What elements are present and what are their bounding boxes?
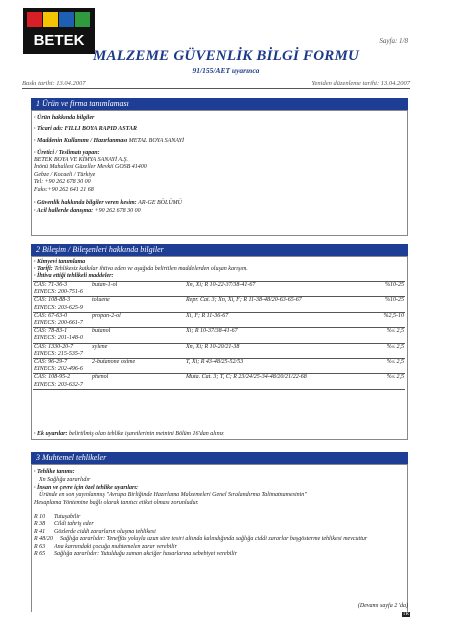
composition-row-einecs <box>33 320 405 328</box>
einecs-number: EINECS: 200-661-7 <box>34 320 83 327</box>
r-phrase-text: Ana karnındaki çocuğa muhtemelen zarar verebilir <box>54 543 177 550</box>
substance-name: phenol <box>91 374 185 382</box>
substance-name: toluene <box>91 297 185 305</box>
section1-header: 1 Ürün ve firma tanımlaması <box>31 98 408 110</box>
cas-number: CAS: 1330-20-7 <box>33 343 91 351</box>
composition-row <box>33 328 405 336</box>
substance-name: xylene <box>91 343 185 351</box>
concentration: %10-25 <box>360 297 405 305</box>
safety-info-label: · Güvenlik hakkında bilgiler veren kesim: <box>34 200 137 206</box>
einecs-number: EINECS: 203-632-7 <box>33 382 91 390</box>
substance-name: butan-1-ol <box>91 282 185 290</box>
r-phrase-code: R 63 <box>34 543 46 550</box>
einecs-number: EINECS: 201-148-0 <box>34 335 83 342</box>
producer-line: Tel: +90 262 678 30 00 <box>34 179 91 185</box>
emergency-value: +90 262 678 30 00 <box>94 208 141 214</box>
logo-square-red <box>27 12 42 27</box>
extra-notes-value: belirtilmiş olan tehlike işaretlerinin metnini Bölüm 16'dan alınız <box>69 431 224 437</box>
einecs-number: EINECS: 215-535-7 <box>34 350 83 357</box>
continued-note: (Devamı sayfa 2 'da) <box>357 603 408 609</box>
special-warnings-label: · İnsan ve çevre için özel tehlike uyarıları: <box>34 485 138 491</box>
r-phrase-code: R 48/20 <box>34 536 53 543</box>
section2-header: 2 Bileşim / Bileşenleri hakkında bilgiler <box>31 244 408 256</box>
r-phrase-row <box>34 514 402 521</box>
logo-text: BETEK <box>33 32 85 49</box>
cas-number: CAS: 71-36-3 <box>33 282 91 290</box>
safety-info-value: AR-GE BÖLÜMÜ <box>138 200 182 206</box>
hazardous-substances-label: · İhtiva ettiği tehlikeli maddeler: <box>34 273 114 279</box>
usage-label: · Maddenin Kullanımı / Hazırlanması <box>34 138 128 144</box>
extra-notes-label: · Ek uyarılar: <box>34 431 68 437</box>
cas-number: CAS: 78-83-1 <box>33 328 91 336</box>
composition-row <box>33 282 405 290</box>
einecs-spacer <box>91 305 405 313</box>
trade-name-value: FILLI BOYA RAPID ASTAR <box>64 126 137 132</box>
substance-name: butanol <box>91 328 185 336</box>
safety-info-row <box>34 200 182 207</box>
hazard-definition-value: Xn Sağlığa zararlıdır <box>39 477 91 483</box>
trade-name-row <box>34 126 137 133</box>
hazard-definition-label: · Tehlike tanımı: <box>34 469 75 475</box>
hazard-classification: Repr. Cat. 3; Xn, Xi, F; R 11-38-48/20-63-65-67 <box>185 297 360 305</box>
cas-number: CAS: 108-95-2 <box>33 374 91 382</box>
composition-table <box>33 281 405 390</box>
cas-number: CAS: 67-63-0 <box>33 312 91 320</box>
r-phrase-text: Sağlığa zararlıdır: Teneffüs yoluyla uzun süre tesiri altında kalındığında sağlığa ciddi zararlar başgösterme tehlikesi mevcuttur <box>60 536 368 543</box>
cas-number: CAS: 96-29-7 <box>33 359 91 367</box>
composition-row <box>33 297 405 305</box>
emergency-row <box>34 208 141 215</box>
composition-row-einecs <box>33 382 405 390</box>
einecs-spacer <box>91 289 405 297</box>
description-value: Tehlikesiz katkılar ihtiva eden ve aşağıda belirtilen maddelerden oluşan karışım. <box>54 266 248 272</box>
composition-row <box>33 343 405 351</box>
special-warnings-line: Hesaplama Yöntemine bağlı olarak tanıtıcı etiket olması zorunludur. <box>34 500 199 506</box>
r-phrase-text: Tutuşabilir <box>54 514 81 520</box>
page-number: Sayfa: 1/8 <box>379 37 408 45</box>
usage-value: METAL BOYA SANAYİ <box>128 138 184 144</box>
product-info-label: · Ürün hakkında bilgiler <box>34 115 95 121</box>
producer-line: Faks:+90 262 641 21 68 <box>34 187 94 193</box>
substance-name: 2-butanone oxime <box>91 359 185 367</box>
chem-id-label: · Kimyevi tanımlama <box>34 259 86 265</box>
concentration: %≤ 2,5 <box>360 328 405 336</box>
composition-row-einecs <box>33 366 405 374</box>
einecs-spacer <box>91 351 405 359</box>
hazard-classification: Xn, Xi; R 10-22-37/38-41-67 <box>185 282 360 290</box>
special-warnings-line: Üründe en son yayınlanmış "Avrupa Birliğinde Hazırlama Malzemeleri Genel Sıralandırma Talimatnamesinin" <box>39 492 307 498</box>
logo-square-green <box>75 12 90 27</box>
producer-line: BETEK BOYA VE KİMYA SANAYİ A.Ş. <box>34 157 129 163</box>
section3-header: 3 Muhtemel tehlikeler <box>31 452 408 464</box>
composition-row <box>33 312 405 320</box>
composition-row-einecs <box>33 289 405 297</box>
header-divider <box>22 88 410 89</box>
r-phrase-code: R 41 <box>34 528 46 535</box>
composition-row-einecs <box>33 305 405 313</box>
r-phrase-text: Gözlerde ciddi zararların oluşma tehlikesi <box>54 528 156 535</box>
description-label: · Tarifi: <box>34 266 53 272</box>
substance-name: propan-2-ol <box>91 312 185 320</box>
hazard-classification: T, Xi; R 43-48/25-52/53 <box>185 359 360 367</box>
hazard-classification: Muta. Cat. 3; T, C; R 23/24/25-34-48/20/21/22-68 <box>185 374 360 382</box>
document-title: MALZEME GÜVENLİK BİLGİ FORMU <box>92 48 360 64</box>
r-phrase-text: Cildi tahriş eder <box>54 521 94 528</box>
extra-notes-row <box>34 431 224 438</box>
einecs-spacer <box>91 320 405 328</box>
r-phrase-code: R 65 <box>34 551 46 558</box>
einecs-spacer <box>91 335 405 343</box>
concentration: %≤ 2,5 <box>360 343 405 351</box>
hazard-classification: Xi; R 10-37/38-41-67 <box>185 328 360 336</box>
einecs-spacer <box>91 382 405 390</box>
emergency-label: · Acil hallerde danışma: <box>34 208 94 214</box>
composition-row <box>33 374 405 382</box>
trade-name-label: · Ticari adı: <box>34 126 63 132</box>
logo-square-yellow <box>43 12 58 27</box>
concentration: %2,5-10 <box>360 312 405 320</box>
r-phrase-text: Sağlığa zararlıdır: Yutulduğu zaman akciğer hasarlarına sebebiyet verebilir <box>54 551 238 558</box>
logo-square-blue <box>59 12 74 27</box>
producer-line: Gebze / Kocaeli / Türkiye <box>34 172 96 178</box>
composition-row <box>33 359 405 367</box>
einecs-number: EINECS: 203-625-9 <box>34 304 83 311</box>
hazard-classification: Xn, Xi; R 10-20/21-38 <box>185 343 360 351</box>
cas-number: CAS: 108-88-3 <box>33 297 91 305</box>
r-phrase-code: R 10 <box>34 514 46 520</box>
composition-row-einecs <box>33 335 405 343</box>
hazard-classification: Xi, F; R 11-36-67 <box>185 312 360 320</box>
revised-date: Yeniden düzenleme tarihi: 13.04.2007 <box>311 80 410 87</box>
document-subtitle: 91/155/AET uyarınca <box>192 66 260 75</box>
concentration: %≤ 2,5 <box>360 359 405 367</box>
composition-row-einecs <box>33 351 405 359</box>
concentration: %10-25 <box>360 282 405 290</box>
r-phrase-row <box>34 544 402 551</box>
r-phrase-row <box>34 521 402 528</box>
print-date: Baskı tarihi: 13.04.2007 <box>22 80 86 87</box>
r-phrases-list <box>34 514 402 558</box>
producer-label: · Üretici / Teslimatı yapan: <box>34 150 100 156</box>
r-phrase-row <box>34 551 402 558</box>
concentration: %≤ 2,5 <box>360 374 405 382</box>
usage-row <box>34 138 184 145</box>
language-code: TR <box>402 612 409 617</box>
r-phrase-code: R 38 <box>34 521 46 528</box>
einecs-number: EINECS: 200-751-6 <box>34 289 83 296</box>
einecs-spacer <box>91 366 405 374</box>
r-phrase-row <box>34 536 402 543</box>
producer-line: İnönü Mahallesi Güzeller Mevkii GOSB 41400 <box>34 164 147 170</box>
einecs-number: EINECS: 202-496-6 <box>34 366 83 373</box>
